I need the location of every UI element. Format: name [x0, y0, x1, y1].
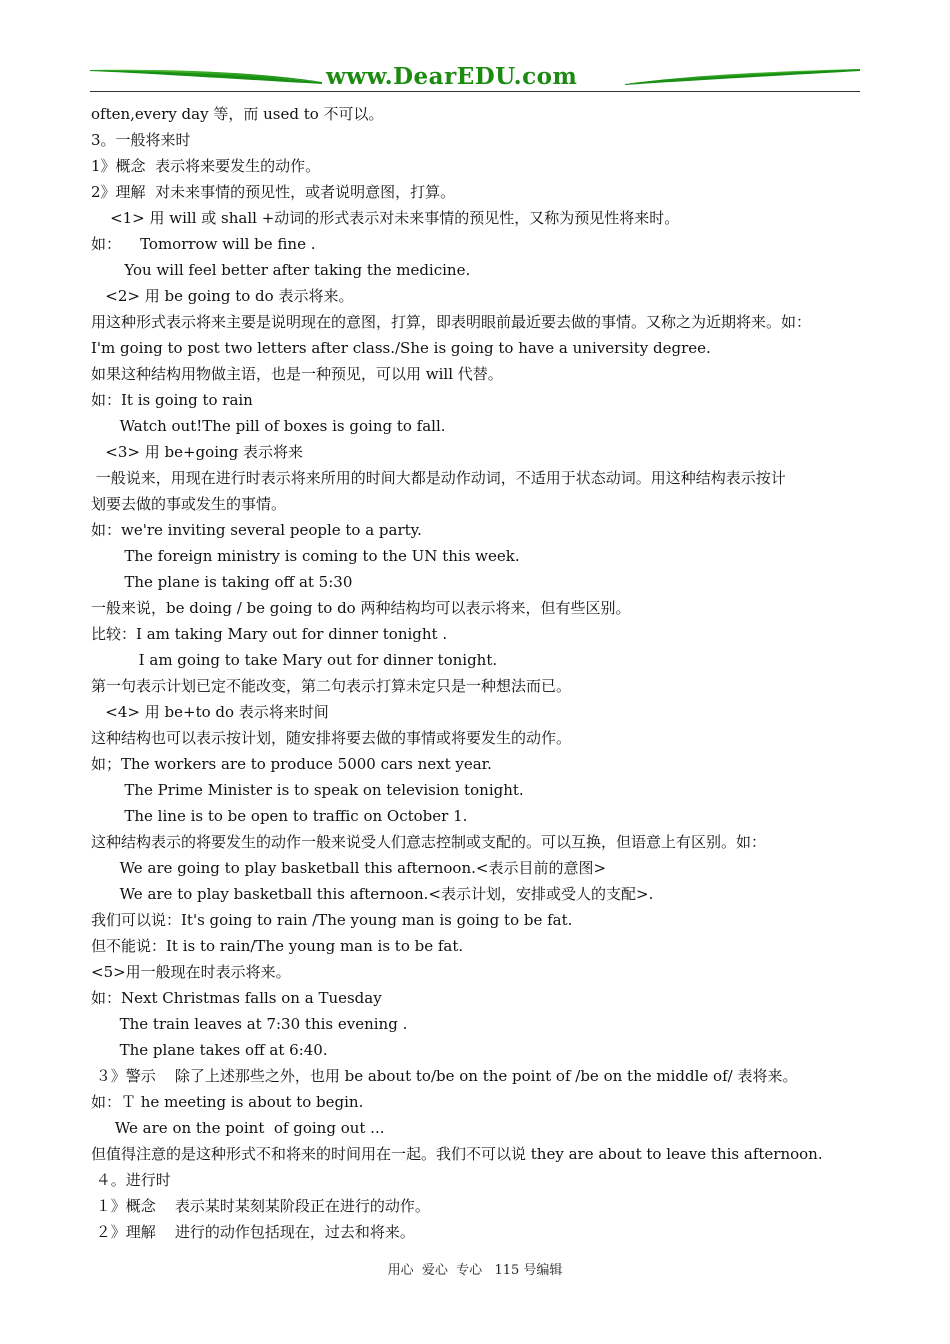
text-line: 如： Tomorrow will be fine .: [91, 235, 316, 253]
site-logo-text: www.DearEDU.com: [326, 63, 578, 90]
text-line: 3。一般将来时: [91, 131, 191, 149]
text-line: I'm going to post two letters after class./She is going to have a university degree.: [91, 339, 711, 357]
text-line: <4> 用 be+to do 表示将来时间: [91, 703, 329, 721]
document-body: [91, 101, 871, 1245]
text-line: 这种结构表示的将要发生的动作一般来说受人们意志控制或支配的。可以互换，但语意上有区别。如：: [91, 833, 767, 851]
text-line: We are to play basketball this afternoon.<表示计划，安排或受人的支配>.: [91, 885, 654, 903]
text-line: The foreign ministry is coming to the UN this week.: [91, 547, 520, 565]
text-line: <5>用一般现在时表示将来。: [91, 963, 291, 981]
text-line: I am going to take Mary out for dinner tonight.: [91, 651, 498, 669]
text-line: 如果这种结构用物做主语，也是一种预见，可以用 will 代替。: [91, 365, 503, 383]
text-line: ３》警示 除了上述那些之外，也用 be about to/be on the point of /be on the middle of/ 表将来。: [91, 1067, 798, 1085]
text-line: <1> 用 will 或 shall +动词的形式表示对未来事情的预见性，又称为预见性将来时。: [91, 209, 680, 227]
text-line: 如：Next Christmas falls on a Tuesday: [91, 989, 382, 1007]
text-line: Watch out!The pill of boxes is going to fall.: [91, 417, 446, 435]
text-line: 这种结构也可以表示按计划，随安排将要去做的事情或将要发生的动作。: [91, 729, 572, 747]
page-footer: 用心 爱心 专心 115 号编辑: [387, 1263, 563, 1278]
text-line: 用这种形式表示将来主要是说明现在的意图，打算，即表明眼前最近要去做的事情。又称之为近期将来。如：: [91, 313, 812, 331]
text-line: 2》理解 对未来事情的预见性，或者说明意图，打算。: [91, 183, 456, 201]
text-line: <3> 用 be+going 表示将来: [91, 443, 304, 461]
text-line: 比较：I am taking Mary out for dinner tonight .: [91, 625, 448, 643]
text-line: The plane takes off at 6:40.: [91, 1041, 328, 1059]
text-line: 一般说来，用现在进行时表示将来所用的时间大都是动作动词，不适用于状态动词。用这种结构表示按计: [91, 469, 786, 487]
header-divider: [90, 91, 860, 92]
text-line: 划要去做的事或发生的事情。: [91, 495, 287, 513]
text-line: 但值得注意的是这种形式不和将来的时间用在一起。我们不可以说 they are about to leave this afternoon.: [91, 1145, 823, 1163]
text-line: 第一句表示计划已定不能改变，第二句表示打算未定只是一种想法而已。: [91, 677, 572, 695]
text-line: The Prime Minister is to speak on television tonight.: [91, 781, 524, 799]
text-line: The plane is taking off at 5:30: [91, 573, 353, 591]
text-line: We are going to play basketball this afternoon.<表示目前的意图>: [91, 859, 607, 877]
text-line: ２》理解 进行的动作包括现在，过去和将来。: [91, 1223, 415, 1241]
text-line: 1》概念 表示将来要发生的动作。: [91, 157, 321, 175]
text-line: 我们可以说：It's going to rain /The young man is going to be fat.: [91, 911, 573, 929]
text-line: often,every day 等，而 used to 不可以。: [91, 105, 384, 123]
text-line: We are on the point of going out ...: [91, 1119, 385, 1137]
site-header-banner: [90, 62, 860, 94]
text-line: 但不能说：It is to rain/The young man is to be fat.: [91, 937, 464, 955]
text-line: 如；The workers are to produce 5000 cars next year.: [91, 755, 492, 773]
text-line: 一般来说，be doing / be going to do 两种结构均可以表示将来，但有些区别。: [91, 599, 631, 617]
text-line: ４。进行时: [91, 1171, 171, 1189]
text-line: 如：we're inviting several people to a party.: [91, 521, 422, 539]
text-line: You will feel better after taking the medicine.: [91, 261, 471, 279]
text-line: The train leaves at 7:30 this evening .: [91, 1015, 408, 1033]
text-line: The line is to be open to traffic on October 1.: [91, 807, 468, 825]
text-line: <2> 用 be going to do 表示将来。: [91, 287, 354, 305]
text-line: 如：Ｔ he meeting is about to begin.: [91, 1093, 364, 1111]
text-line: １》概念 表示某时某刻某阶段正在进行的动作。: [91, 1197, 430, 1215]
text-line: 如：It is going to rain: [91, 391, 253, 409]
